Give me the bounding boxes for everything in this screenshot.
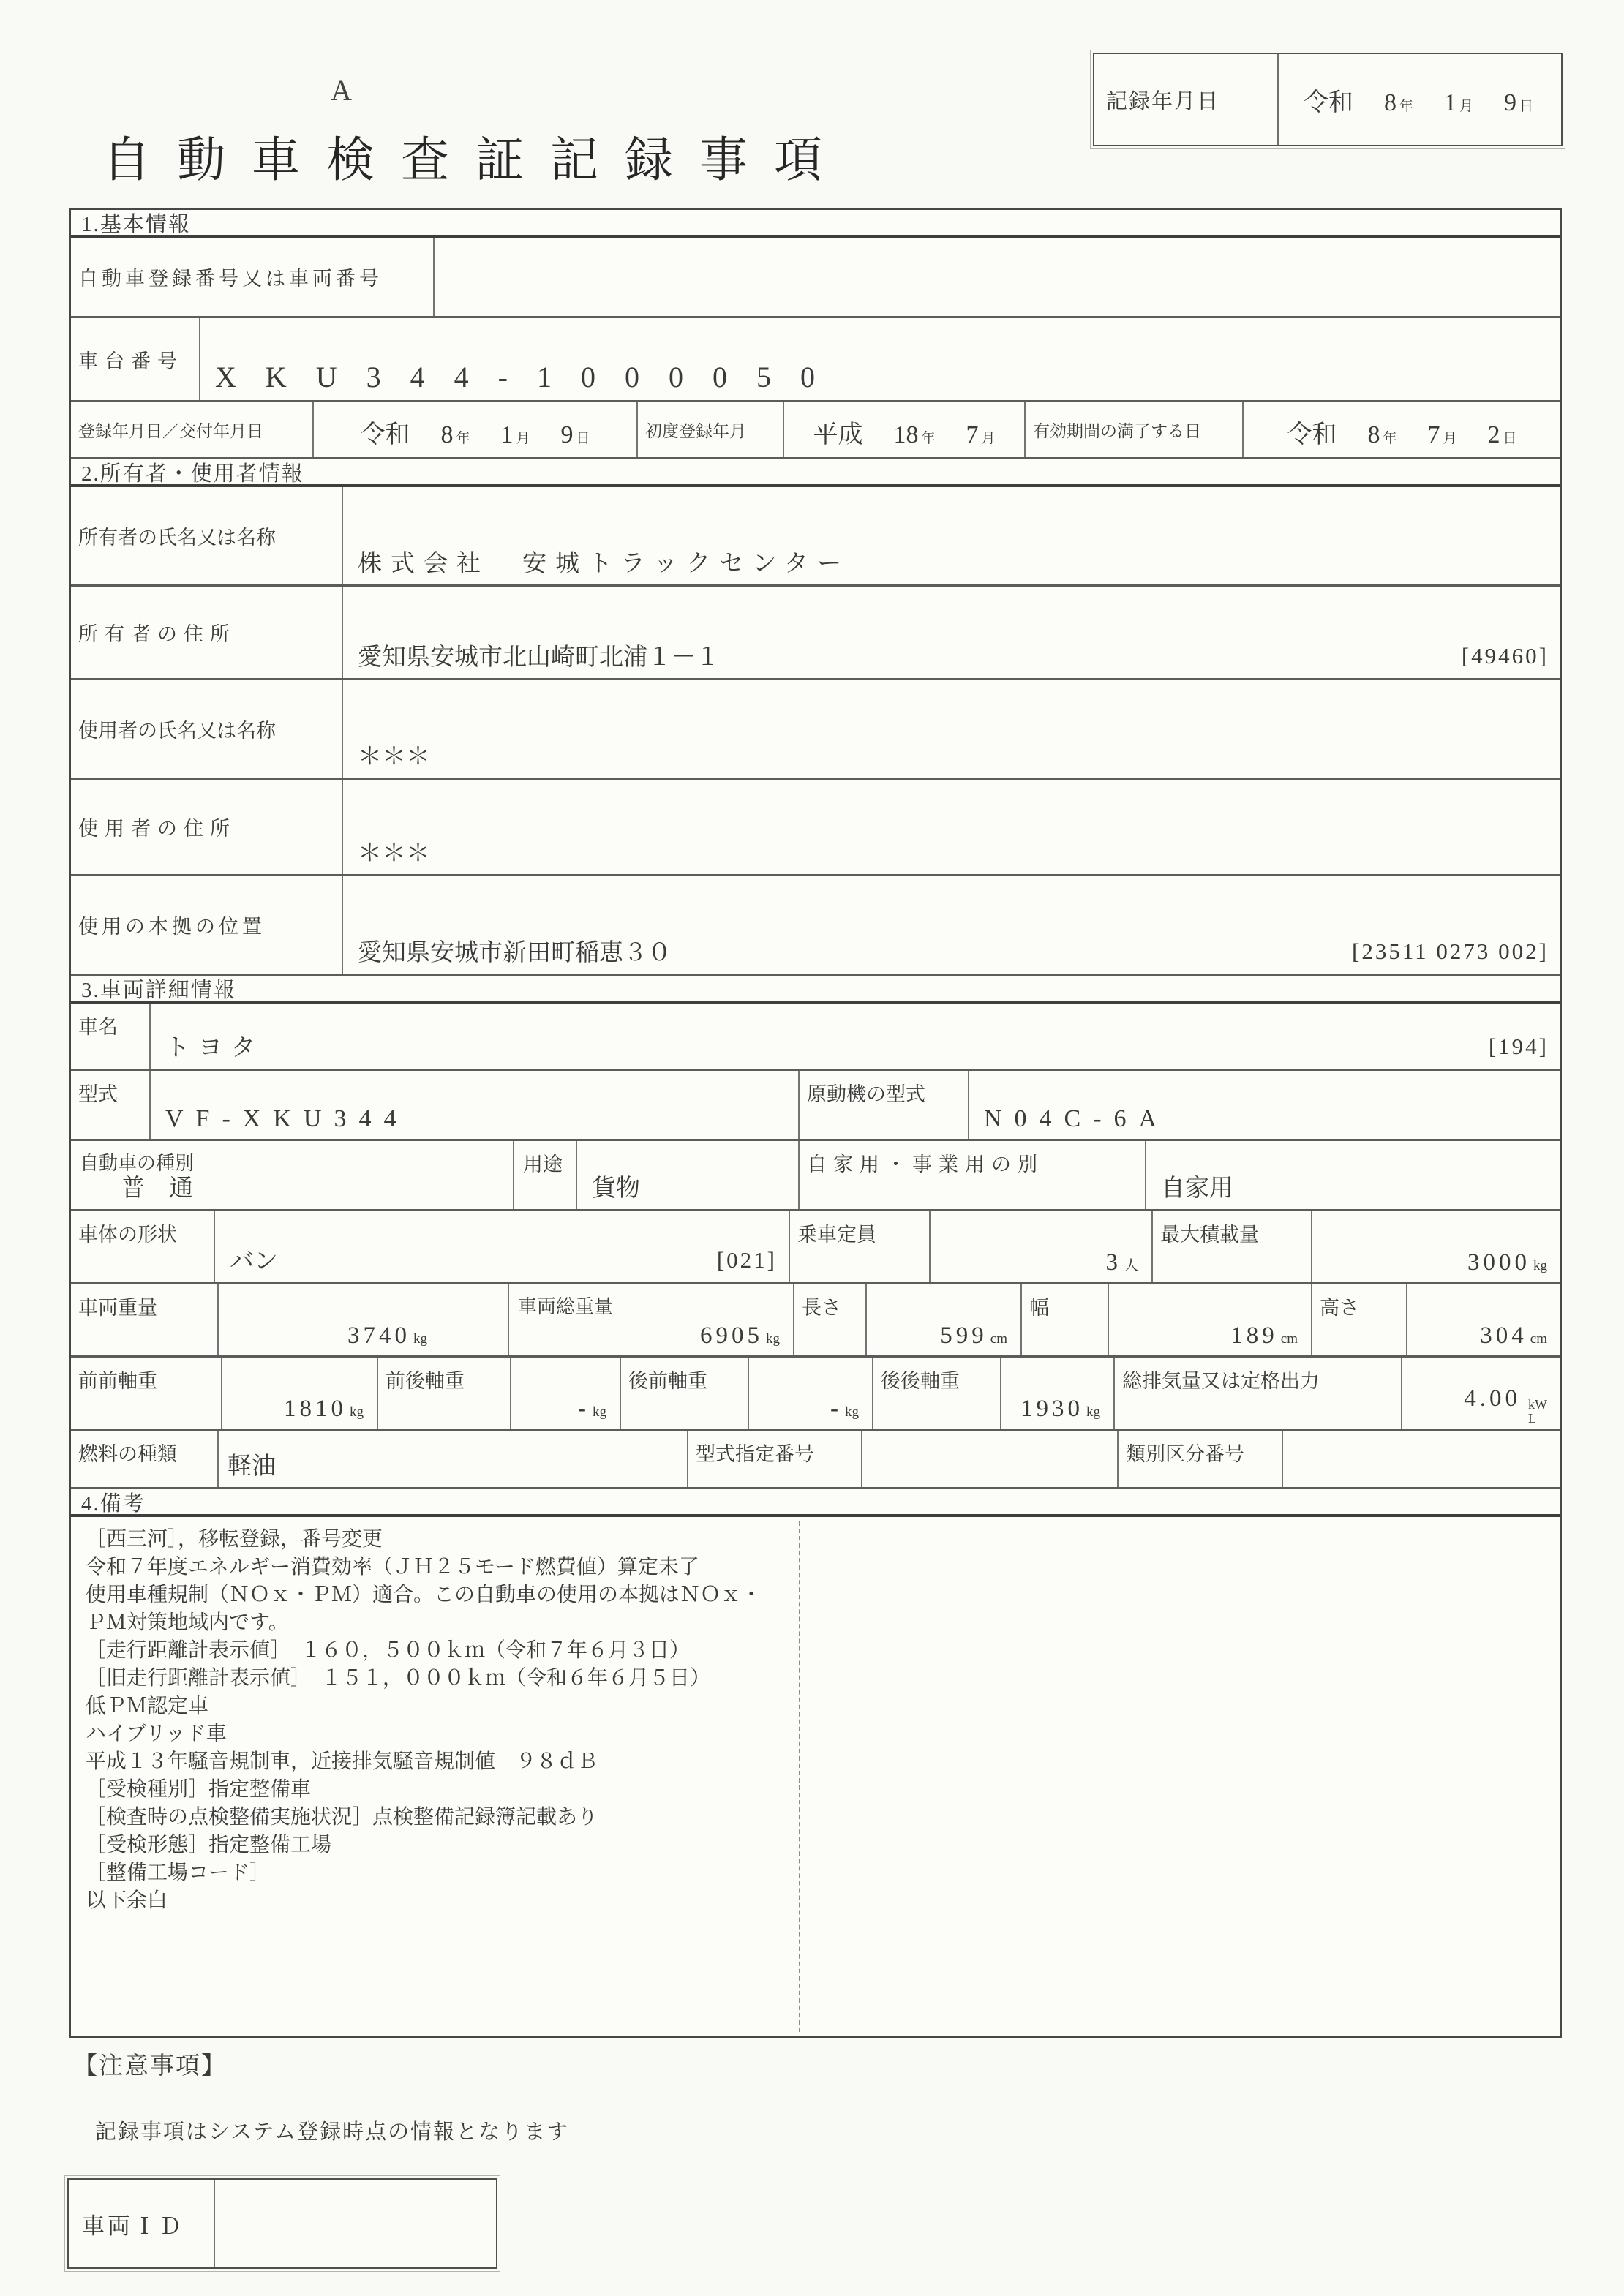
remark-line: ［旧走行距離計表示値］ １５１，０００ｋｍ（令和６年６月５日） [86, 1667, 711, 1690]
year-unit: 年 [1383, 431, 1397, 446]
row-model [71, 1071, 1560, 1141]
height-value [1406, 1284, 1560, 1355]
length-label: 長さ [793, 1284, 865, 1355]
engine-model-value [968, 1071, 1560, 1139]
axle-rear-front-number: - [830, 1396, 842, 1422]
row-registration-number [71, 238, 1560, 318]
engine-model-label: 原動機の型式 [798, 1071, 968, 1139]
length-value [865, 1284, 1020, 1355]
page-mark: A [331, 74, 352, 107]
row-body-shape [71, 1211, 1560, 1284]
type-designation-number-label: 型式指定番号 [687, 1431, 861, 1487]
axle-front-front-value [221, 1358, 377, 1429]
axle-rear-rear-number: 1930 [1020, 1396, 1083, 1422]
first-registration-label: 初度登録年月 [636, 402, 783, 457]
axle-front-front-number: 1810 [284, 1396, 347, 1422]
fuel-value [217, 1431, 687, 1487]
category-label: 自動車の種別 [80, 1153, 195, 1174]
axle-unit: kg [1086, 1404, 1100, 1420]
row-chassis-number [71, 318, 1560, 402]
remarks-cell [71, 1517, 1560, 2036]
month-unit: 月 [516, 431, 530, 446]
chassis-number-value [199, 318, 1560, 400]
remarks-text [71, 1517, 792, 1915]
private-business-label: 自家用・事業用の別 [798, 1141, 1145, 1209]
axle-rear-rear-value [1000, 1358, 1113, 1429]
owner-name-text: 株式会社 安城トラックセンター [358, 551, 851, 577]
expiry-date-month: 7 [1427, 421, 1440, 448]
row-dates [71, 402, 1560, 459]
first-registration-value [783, 402, 1024, 457]
document-title: 自動車検査証記録事項 [102, 134, 849, 187]
use-text: 貨物 [592, 1175, 640, 1202]
width-number: 189 [1230, 1322, 1278, 1349]
remark-line: ［受検形態］指定整備工場 [86, 1834, 332, 1856]
gross-weight-number: 6905 [700, 1322, 763, 1349]
year-unit: 年 [921, 431, 936, 446]
displacement-output-value [1401, 1358, 1560, 1429]
remark-line: 以下余白 [86, 1889, 168, 1912]
expiry-date-era: 令和 [1287, 421, 1337, 448]
row-owner-name [71, 487, 1560, 587]
owner-address-code: [49460] [1461, 643, 1549, 669]
liter-unit: L [1528, 1411, 1536, 1426]
capacity-unit: 人 [1124, 1258, 1138, 1273]
owner-address-label: 所有者の住所 [78, 623, 236, 645]
remark-line: 使用車種規制（ＮＯｘ・ＰＭ）適合。この自動車の使用の本拠はＮＯｘ・ＰＭ対策地域内です。 [86, 1584, 762, 1634]
section-owner-heading: 2.所有者・使用者情報 [71, 459, 1560, 487]
max-load-value [1311, 1211, 1560, 1282]
expiry-date-label: 有効期間の満了する日 [1024, 402, 1242, 457]
remark-line: 令和７年度エネルギー消費効率（ＪＨ２５モード燃費値）算定未了 [86, 1556, 699, 1578]
chassis-number-label: 車台番号 [78, 350, 184, 372]
displacement-output-label: 総排気量又は定格出力 [1113, 1358, 1401, 1429]
first-registration-era: 平成 [813, 421, 863, 448]
base-location-label: 使用の本拠の位置 [78, 916, 266, 938]
remark-line: ハイブリッド車 [86, 1723, 227, 1745]
vehicle-id-label: 車両ＩＤ [82, 2213, 184, 2239]
remark-line: 低ＰＭ認定車 [86, 1695, 209, 1717]
model-value [149, 1071, 798, 1139]
axle-rear-rear-label: 後後軸重 [872, 1358, 1000, 1429]
user-name-text: ＊＊＊ [358, 744, 430, 770]
engine-model-text: N04C-6A [984, 1105, 1170, 1132]
section-remarks-heading: 4.備考 [71, 1489, 1560, 1517]
record-date-year: 8 [1384, 89, 1396, 116]
month-unit: 月 [1443, 431, 1457, 446]
remark-line: ［検査時の点検整備実施状況］点検整備記録簿記載あり [86, 1806, 598, 1829]
axle-unit: kg [350, 1404, 364, 1420]
section-vehicle-heading: 3.車両詳細情報 [71, 976, 1560, 1004]
car-name-text: トヨタ [165, 1035, 264, 1061]
length-number: 599 [940, 1322, 988, 1349]
axle-rear-front-label: 後前軸重 [620, 1358, 748, 1429]
body-shape-code: [021] [716, 1247, 777, 1273]
row-category-use [71, 1141, 1560, 1211]
remarks-column-divider [799, 1521, 800, 2032]
row-axle-weights [71, 1358, 1560, 1431]
owner-name-value [342, 487, 1560, 584]
body-shape-text: バン [230, 1249, 278, 1275]
month-unit: 月 [981, 431, 996, 446]
model-label: 型式 [78, 1083, 118, 1105]
notice-heading: 【注意事項】 [73, 2053, 227, 2079]
car-name-value [149, 1004, 1560, 1069]
record-date-day: 9 [1504, 89, 1517, 116]
height-label: 高さ [1311, 1284, 1406, 1355]
max-load-unit: kg [1533, 1258, 1547, 1273]
axle-front-rear-value [510, 1358, 620, 1429]
owner-address-value [342, 587, 1560, 678]
remark-line: 平成１３年騒音規制車，近接排気騒音規制値 ９８ｄＢ [86, 1750, 598, 1773]
record-date-box [1093, 53, 1563, 146]
owner-name-label: 所有者の氏名又は名称 [78, 527, 276, 549]
height-number: 304 [1480, 1322, 1527, 1349]
notice-text: 記録事項はシステム登録時点の情報となります [95, 2120, 570, 2144]
capacity-label: 乗車定員 [789, 1211, 929, 1282]
axle-front-rear-number: - [578, 1396, 590, 1422]
length-unit: cm [990, 1331, 1007, 1347]
use-value [576, 1141, 798, 1209]
category-text: 普 通 [121, 1175, 193, 1202]
axle-unit: kg [593, 1404, 606, 1420]
base-location-text: 愛知県安城市新田町稲恵３０ [358, 940, 672, 966]
row-weights-dimensions [71, 1284, 1560, 1358]
axle-front-front-label: 前前軸重 [78, 1370, 157, 1392]
first-registration-month: 7 [966, 421, 979, 448]
use-label: 用途 [513, 1141, 576, 1209]
registration-date-value [312, 402, 636, 457]
row-base-location [71, 876, 1560, 976]
record-date-label: 記録年月日 [1106, 89, 1220, 113]
axle-rear-front-value [748, 1358, 872, 1429]
capacity-value [929, 1211, 1151, 1282]
weight-label: 車両重量 [78, 1297, 157, 1319]
remark-line: ［整備工場コード］ [86, 1862, 271, 1884]
day-unit: 日 [576, 431, 590, 446]
displacement-output-number: 4.00 [1464, 1385, 1521, 1412]
remark-line: ［西三河］，移転登録，番号変更 [86, 1528, 383, 1551]
row-car-name [71, 1004, 1560, 1071]
certificate-table [69, 208, 1562, 2038]
fuel-label: 燃料の種類 [78, 1443, 177, 1465]
row-fuel [71, 1431, 1560, 1489]
first-registration-year: 18 [893, 421, 919, 448]
model-text: VF-XKU344 [165, 1105, 409, 1132]
registration-date-era: 令和 [360, 421, 410, 448]
vehicle-id-box [67, 2178, 497, 2269]
weight-number: 3740 [347, 1322, 410, 1349]
row-owner-address [71, 587, 1560, 680]
remark-line: ［受検種別］指定整備車 [86, 1778, 312, 1801]
section-basic-heading: 1.基本情報 [71, 210, 1560, 238]
car-name-label: 車名 [78, 1016, 118, 1038]
base-location-value [342, 876, 1560, 974]
type-designation-number-value [861, 1431, 1117, 1487]
class-category-number-label: 類別区分番号 [1117, 1431, 1282, 1487]
user-name-label: 使用者の氏名又は名称 [78, 720, 276, 742]
row-user-address [71, 780, 1560, 876]
width-label: 幅 [1020, 1284, 1108, 1355]
private-business-value [1145, 1141, 1560, 1209]
axle-front-rear-label: 前後軸重 [377, 1358, 510, 1429]
month-unit: 月 [1459, 98, 1474, 114]
registration-date-label: 登録年月日／交付年月日 [78, 422, 263, 440]
registration-date-year: 8 [440, 421, 454, 448]
registration-number-value [433, 238, 1560, 316]
capacity-number: 3 [1105, 1249, 1121, 1276]
private-business-text: 自家用 [1161, 1175, 1233, 1202]
vehicle-id-value [214, 2180, 496, 2267]
expiry-date-value [1242, 402, 1560, 457]
car-name-code: [194] [1488, 1034, 1549, 1059]
gross-weight-cell [508, 1284, 793, 1355]
registration-date-month: 1 [500, 421, 514, 448]
record-date-era: 令和 [1304, 89, 1353, 116]
axle-unit: kg [845, 1404, 859, 1420]
year-unit: 年 [456, 431, 470, 446]
weight-unit: kg [413, 1331, 427, 1347]
kw-unit: kW [1528, 1397, 1547, 1412]
record-date-value [1277, 54, 1561, 145]
height-unit: cm [1530, 1331, 1547, 1347]
gross-weight-unit: kg [766, 1331, 780, 1347]
user-name-value [342, 680, 1560, 778]
chassis-number-text: XKU344-1000050 [215, 361, 844, 394]
gross-weight-label: 車両総重量 [518, 1296, 614, 1317]
remark-line: ［走行距離計表示値］ １６０，５００ｋｍ（令和７年６月３日） [86, 1639, 691, 1662]
registration-date-day: 9 [560, 421, 574, 448]
expiry-date-day: 2 [1487, 421, 1500, 448]
width-value [1108, 1284, 1311, 1355]
class-category-number-value [1282, 1431, 1560, 1487]
body-shape-label: 車体の形状 [78, 1224, 177, 1246]
row-user-name [71, 680, 1560, 780]
width-unit: cm [1280, 1331, 1298, 1347]
fuel-text: 軽油 [228, 1453, 276, 1480]
user-address-value [342, 780, 1560, 874]
user-address-text: ＊＊＊ [358, 840, 430, 867]
owner-address-text: 愛知県安城市北山崎町北浦１－１ [358, 644, 720, 671]
year-unit: 年 [1399, 98, 1414, 114]
registration-number-label: 自動車登録番号又は車両番号 [78, 268, 383, 290]
max-load-label: 最大積載量 [1151, 1211, 1311, 1282]
body-shape-value [214, 1211, 789, 1282]
row-remarks [71, 1517, 1560, 2036]
base-location-code: [23511 0273 002] [1352, 938, 1549, 964]
category-cell [71, 1141, 513, 1209]
weight-value [217, 1284, 508, 1355]
max-load-number: 3000 [1467, 1249, 1530, 1276]
day-unit: 日 [1503, 431, 1517, 446]
day-unit: 日 [1519, 98, 1534, 114]
user-address-label: 使用者の住所 [78, 818, 236, 840]
expiry-date-year: 8 [1367, 421, 1380, 448]
record-date-month: 1 [1444, 89, 1457, 116]
